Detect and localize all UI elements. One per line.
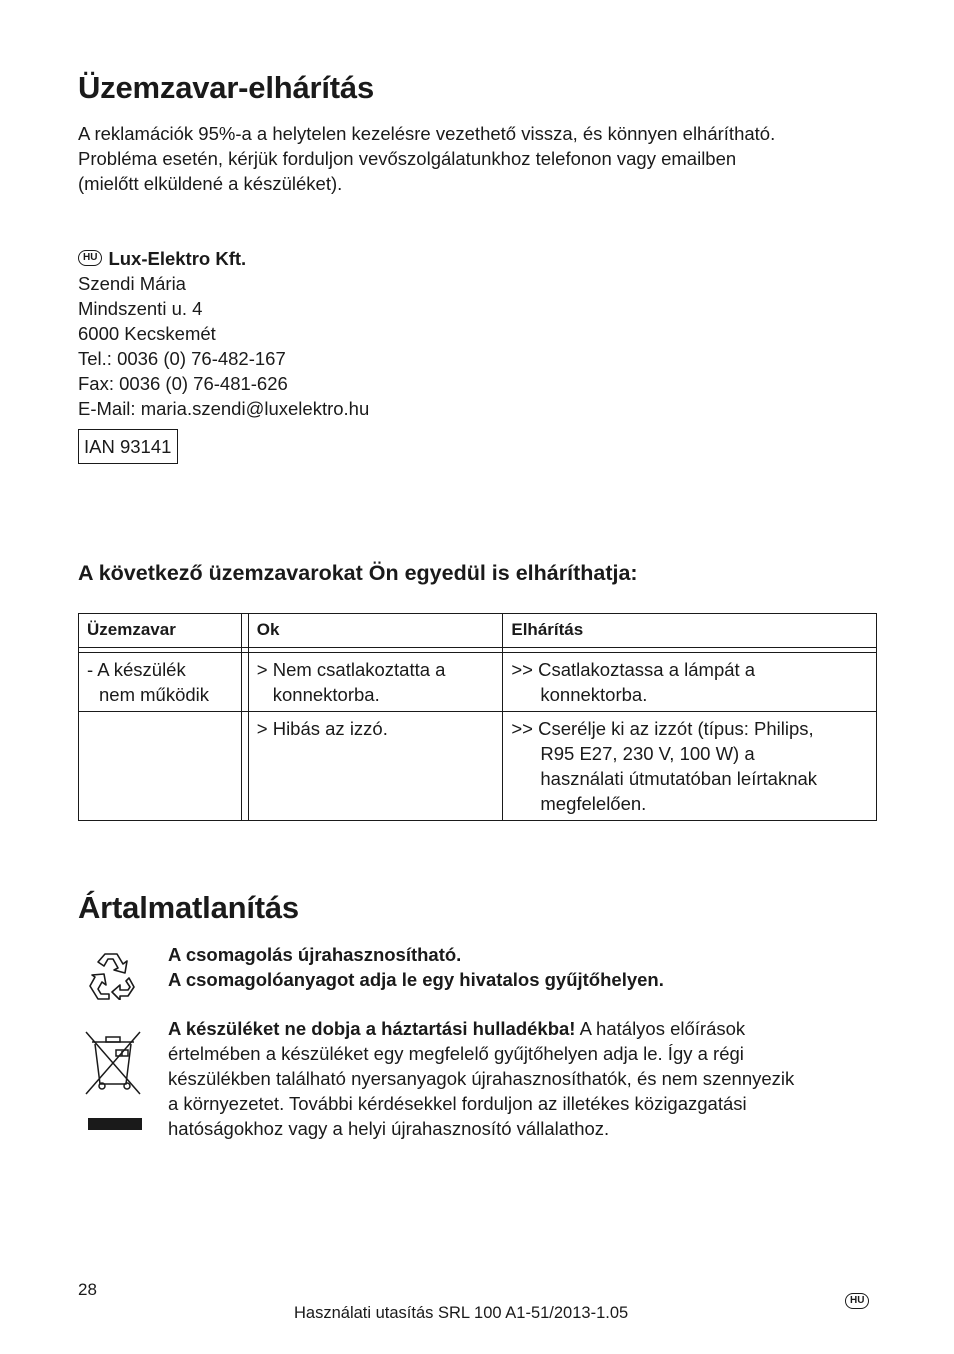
contact-block bbox=[78, 246, 369, 421]
section-title-disposal: Ártalmatlanítás bbox=[78, 890, 299, 925]
fix-line: konnektorba. bbox=[540, 684, 648, 705]
row1-cause bbox=[248, 653, 503, 712]
header-fix-label: Elhárítás bbox=[511, 620, 584, 639]
device-warning: A készüléket ne dobja a háztartási hulladékba! bbox=[168, 1018, 576, 1039]
intro-line: A reklamációk 95%-a a helytelen kezelésre vezethető vissza, és könnyen elhárítható. bbox=[78, 123, 776, 144]
row1-fix bbox=[503, 653, 877, 712]
header-fault-label: Üzemzavar bbox=[87, 620, 176, 639]
hu-country-badge: HU bbox=[78, 250, 102, 266]
device-line: hatóságokhoz vagy a helyi újrahasznosító vállalathoz. bbox=[168, 1118, 610, 1139]
packaging-line: A csomagolóanyagot adja le egy hivatalos gyűjtőhelyen. bbox=[168, 969, 664, 990]
fix-line: >> Cserélje ki az izzót (típus: Philips, bbox=[511, 718, 814, 739]
fix-line: használati útmutatóban leírtaknak bbox=[540, 768, 818, 789]
table-header-row bbox=[79, 614, 877, 648]
device-line: a környezetet. További kérdésekkel forduljon az illetékes közigazgatási bbox=[168, 1093, 747, 1114]
row2-fix bbox=[503, 712, 877, 821]
contact-company-line bbox=[78, 246, 369, 271]
row2-cause bbox=[248, 712, 503, 821]
cause-line: konnektorba. bbox=[272, 684, 380, 705]
device-line bbox=[168, 1016, 794, 1041]
header-separator bbox=[241, 614, 248, 648]
contact-name: Szendi Mária bbox=[78, 273, 186, 294]
troubleshoot-table bbox=[78, 613, 877, 821]
contact-phone: Tel.: 0036 (0) 76-482-167 bbox=[78, 348, 286, 369]
fix-line: megfelelően. bbox=[540, 793, 647, 814]
intro-paragraph bbox=[78, 121, 775, 196]
device-line: értelmében a készüléket egy megfelelő gyűjtőhelyen adja le. Így a régi bbox=[168, 1043, 744, 1064]
contact-email: E-Mail: maria.szendi@luxelektro.hu bbox=[78, 398, 370, 419]
intro-line: Probléma esetén, kérjük forduljon vevőszolgálatunkhoz telefonon vagy emailben bbox=[78, 148, 737, 169]
footer-doc-reference: Használati utasítás SRL 100 A1-51/2013-1.05 bbox=[294, 1304, 629, 1322]
weee-crossed-bin-icon bbox=[82, 1026, 144, 1132]
contact-street: Mindszenti u. 4 bbox=[78, 298, 203, 319]
device-disposal-paragraph bbox=[168, 1016, 794, 1141]
table-row bbox=[79, 653, 877, 712]
row-separator bbox=[241, 712, 248, 821]
fix-line: >> Csatlakoztassa a lámpát a bbox=[511, 659, 756, 680]
company-name: Lux-Elektro Kft. bbox=[108, 248, 247, 269]
header-cause bbox=[248, 614, 503, 648]
ian-box: IAN 93141 bbox=[78, 429, 178, 464]
header-fix bbox=[503, 614, 877, 648]
packaging-notice bbox=[168, 942, 664, 992]
footer-hu-badge: HU bbox=[845, 1293, 869, 1309]
row-separator bbox=[241, 653, 248, 712]
cause-line: > Hibás az izzó. bbox=[256, 718, 388, 739]
intro-line: (mielőtt elküldené a készüléket). bbox=[78, 173, 343, 194]
contact-city: 6000 Kecskemét bbox=[78, 323, 216, 344]
row1-fault bbox=[79, 653, 242, 712]
troubleshoot-heading: A következő üzemzavarokat Ön egyedül is elháríthatja: bbox=[78, 561, 638, 585]
device-line: készülékben található nyersanyagok újrahasznosíthatók, és nem szennyezik bbox=[168, 1068, 795, 1089]
packaging-line: A csomagolás újrahasznosítható. bbox=[168, 944, 462, 965]
table-row bbox=[79, 712, 877, 821]
section-title-troubleshooting: Üzemzavar-elhárítás bbox=[78, 70, 375, 105]
cause-line: > Nem csatlakoztatta a bbox=[256, 659, 446, 680]
header-cause-label: Ok bbox=[256, 620, 280, 639]
page-number: 28 bbox=[78, 1280, 97, 1299]
fault-line: - A készülék bbox=[87, 659, 186, 680]
row2-fault bbox=[79, 712, 242, 821]
fault-line: nem működik bbox=[99, 684, 210, 705]
recycle-icon bbox=[86, 948, 138, 1000]
header-fault bbox=[79, 614, 242, 648]
contact-fax: Fax: 0036 (0) 76-481-626 bbox=[78, 373, 288, 394]
device-line-text: A hatályos előírások bbox=[575, 1018, 746, 1039]
fix-line: R95 E27, 230 V, 100 W) a bbox=[540, 743, 755, 764]
